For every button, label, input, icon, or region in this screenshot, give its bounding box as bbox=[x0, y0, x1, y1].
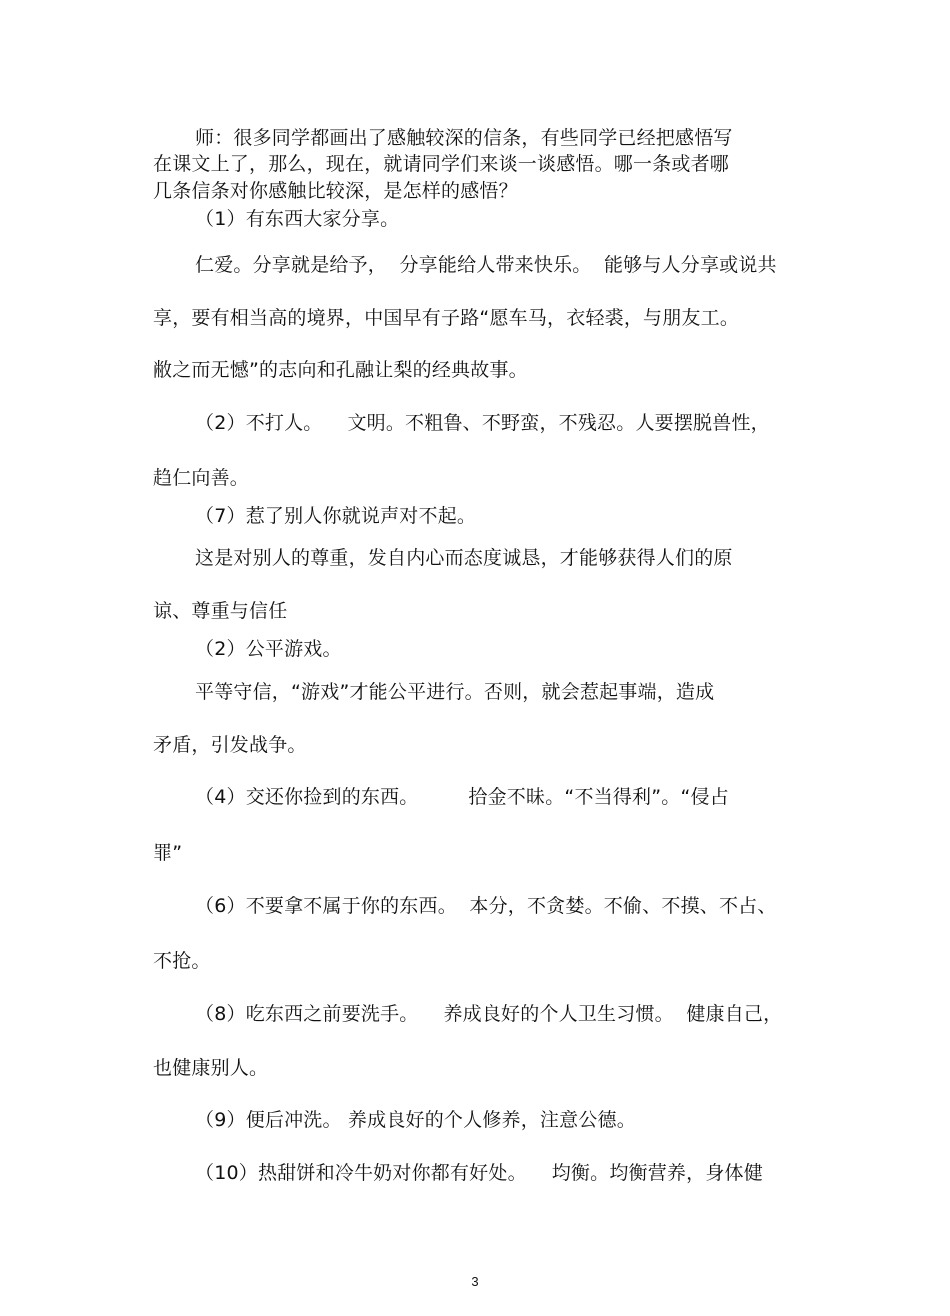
text-line: （7）惹了别人你就说声对不起。 bbox=[195, 505, 477, 527]
text-line: 几条信条对你感触比较深，是怎样的感悟？ bbox=[153, 180, 518, 202]
text-line: 享，要有相当高的境界，中国早有子路“愿车马，衣轻裘，与朋友工。 bbox=[153, 307, 740, 329]
text-line: 也健康别人。 bbox=[153, 1057, 269, 1079]
text-line: （10）热甜饼和冷牛奶对你都有好处。 均衡。均衡营养，身体健 bbox=[195, 1162, 763, 1184]
text-line: （9）便后冲洗。 养成良好的个人修养，注意公德。 bbox=[195, 1109, 636, 1131]
text-line: 矛盾，引发战争。 bbox=[153, 734, 307, 756]
text-line: （6）不要拿不属于你的东西。 本分，不贪婪。不偷、不摸、不占、 bbox=[195, 895, 777, 917]
text-line: 罪” bbox=[153, 842, 183, 864]
text-line: 敝之而无憾”的志向和孔融让梨的经典故事。 bbox=[153, 359, 528, 381]
text-line: 趋仁向善。 bbox=[153, 467, 250, 489]
text-line: 这是对别人的尊重，发自内心而态度诚恳，才能够获得人们的原 bbox=[195, 547, 733, 569]
text-line: 平等守信，“游戏”才能公平进行。否则，就会惹起事端，造成 bbox=[195, 681, 715, 703]
text-line: 在课文上了，那么，现在，就请同学们来谈一谈感悟。哪一条或者哪 bbox=[153, 153, 730, 175]
text-line: （1）有东西大家分享。 bbox=[195, 208, 400, 230]
text-line: （8）吃东西之前要洗手。 养成良好的个人卫生习惯。 健康自己， bbox=[195, 1003, 783, 1025]
text-line: （2）公平游戏。 bbox=[195, 638, 342, 660]
text-line: 师：很多同学都画出了感触较深的信条，有些同学已经把感悟写 bbox=[195, 127, 733, 149]
text-line: 仁爱。分享就是给予， 分享能给人带来快乐。 能够与人分享或说共 bbox=[195, 254, 777, 276]
text-line: （2）不打人。 文明。不粗鲁、不野蛮，不残忍。人要摆脱兽性， bbox=[195, 412, 770, 434]
text-line: （4）交还你捡到的东西。 拾金不昧。“不当得利”。“侵占 bbox=[195, 786, 729, 808]
page-number: 3 bbox=[471, 1274, 479, 1289]
text-line: 谅、尊重与信任 bbox=[153, 600, 288, 622]
text-line: 不抢。 bbox=[153, 950, 211, 972]
